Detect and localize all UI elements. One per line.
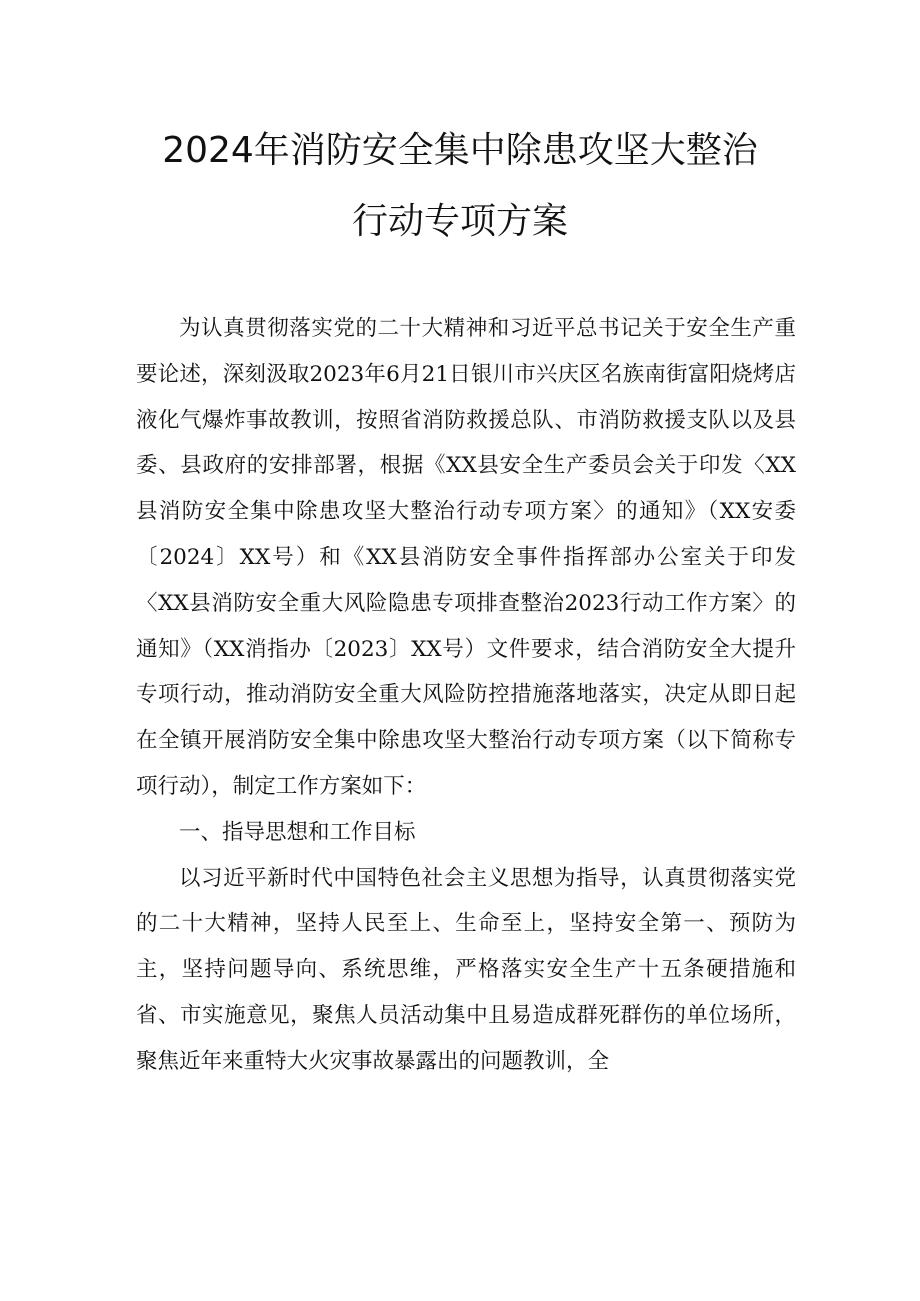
section-paragraph-1: 以习近平新时代中国特色社会主义思想为指导，认真贯彻落实党的二十大精神，坚持人民至上、生命至上，坚持安全第一、预防为主，坚持问题导向、系统思维，严格落实安全生产十五条硬措施和省、市实施意见，聚焦人员活动集中且易造成群死群伤的单位场所，聚焦近年来重特大火灾事故暴露出的问题教训，全	[136, 865, 796, 1074]
document-body	[136, 306, 796, 1085]
intro-paragraph: 为认真贯彻落实党的二十大精神和习近平总书记关于安全生产重要论述，深刻汲取2023年6月21日银川市兴庆区名族南街富阳烧烤店液化气爆炸事故教训，按照省消防救援总队、市消防救援支队以及县委、县政府的安排部署，根据《XX县安全生产委员会关于印发〈XX县消防安全集中除患攻坚大整治行动专项方案〉的通知》（XX安委〔2024〕XX号）和《XX县消防安全事件指挥部办公室关于印发〈XX县消防安全重大风险隐患专项排查整治2023行动工作方案〉的通知》（XX消指办〔2023〕XX号）文件要求，结合消防安全大提升专项行动，推动消防安全重大风险防控措施落地落实，决定从即日起在全镇开展消防安全集中除患攻坚大整治行动专项方案（以下简称专项行动），制定工作方案如下：	[136, 316, 796, 799]
section-heading-1: 一、指导思想和工作目标	[179, 819, 416, 845]
document-title-line2: 行动专项方案	[351, 201, 568, 242]
document-title-line1: 2024年消防安全集中除患攻坚大整治	[162, 130, 758, 171]
